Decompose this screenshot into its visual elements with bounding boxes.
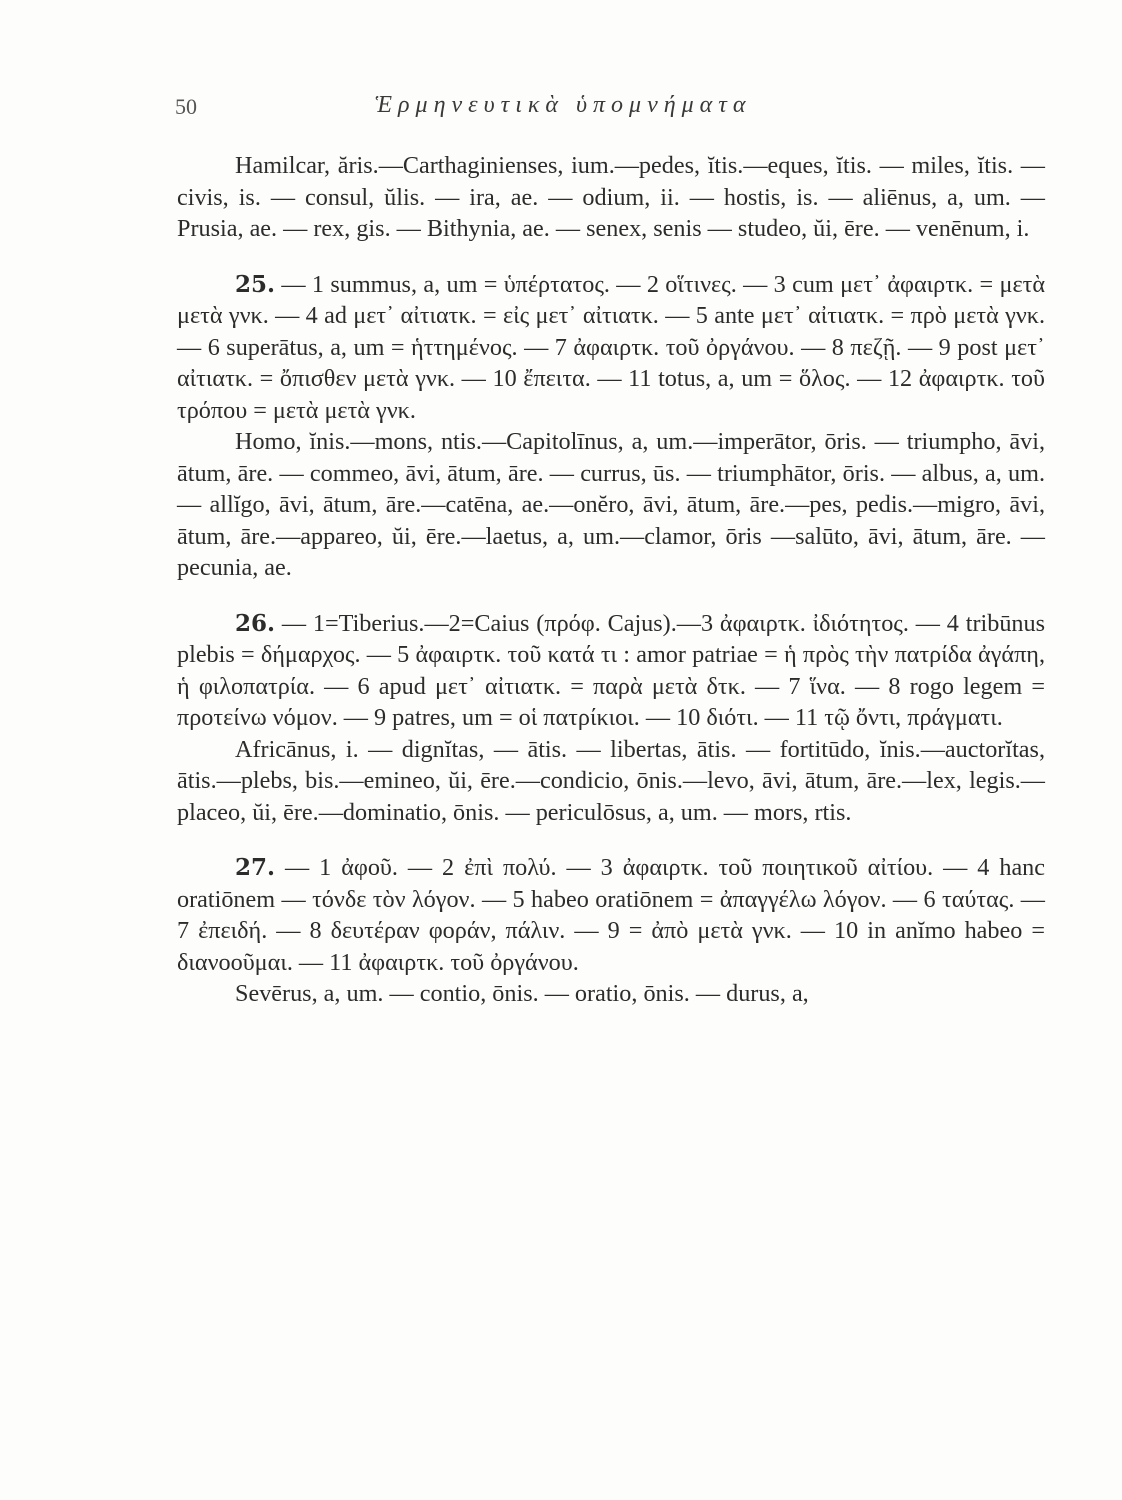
running-title: Ἑρμηνευτικὰ ὑπομνήματα [375,92,752,118]
page-number: 50 [175,94,197,119]
paragraph-text: Sevērus, a, um. — contio, ōnis. — oratio, ōnis. — durus, a, [235,980,809,1007]
vocab-paragraph-25 [177,426,1045,584]
running-head [175,90,1045,130]
section-number: 27. [235,854,276,881]
section-26 [177,608,1045,734]
section-27 [177,852,1045,978]
body-text [177,150,1045,1010]
section-number: 26. [235,609,276,637]
vocab-paragraph-24 [177,150,1045,245]
paragraph-text: Homo, ĭnis.—mons, ntis.—Capitolīnus, a, um.—imperātor, ōris. — triumpho, āvi, ātum, āre. — commeo, āvi, ātum, āre. — currus, ūs. — triumphātor, ōris. — albus, a, um. — allĭgo, āvi, ātum, āre.—catēna, ae.—onĕro, āvi, ātum, āre.—pes, pedis.—migro, āvi, ātum, āre.—appareo, ŭi, ēre.—laetus, a, um.—clamor, ōris —salūto, āvi, ātum, āre. — pecunia, ae. [177,428,1045,581]
paragraph-text: Hamilcar, ăris.—Carthaginienses, ium.—pedes, ĭtis.—eques, ĭtis. — miles, ĭtis. — civis, is. — consul, ŭlis. — ira, ae. — odium, ii. — hostis, is. — aliēnus, a, um. — Prusia, ae. — rex, gis. — Bithynia, ae. — senex, senis — studeo, ŭi, ēre. — venēnum, i. [177,152,1045,242]
section-text: — 1 ἀφοῦ. — 2 ἐπὶ πολύ. — 3 ἀφαιρτκ. τοῦ ποιητικοῦ αἰτίου. — 4 hanc oratiōnem — τόνδε τὸν λόγον. — 5 habeo oratiōnem = ἀπαγγέλω λόγον. — 6 ταύτας. — 7 ἐπειδή. — 8 δευτέραν φοράν, πάλιν. — 9 = ἀπὸ μετὰ γνκ. — 10 in anĭmo habeo = διανοοῦμαι. — 11 ἀφαιρτκ. τοῦ ὀργάνου. [177,854,1046,976]
section-25 [177,269,1045,427]
section-text: — 1=Tiberius.—2=Caius (πρόφ. Cajus).—3 ἀφαιρτκ. ἰδιότητος. — 4 tribūnus plebis = δήμαρχος. — 5 ἀφαιρτκ. τοῦ κατά τι : amor patriae = ἡ πρὸς τὴν πατρίδα ἀγάπη, ἡ φιλοπατρία. — 6 apud μετ᾽ αἰτιατκ. = παρὰ μετὰ δτκ. — 7 ἵνα. — 8 rogo legem = προτείνω νόμον. — 9 patres, um = οἱ πατρίκιοι. — 10 διότι. — 11 τῷ ὄντι, πράγματι. [177,609,1046,731]
section-number: 25. [235,270,276,298]
vocab-paragraph-27 [177,978,1045,1010]
section-text: — 1 summus, a, um = ὑπέρτατος. — 2 οἵτινες. — 3 cum μετ᾽ ἀφαιρτκ. = μετὰ μετὰ γνκ. — 4 ad μετ᾽ αἰτιατκ. = εἰς μετ᾽ αἰτιατκ. — 5 ante μετ᾽ αἰτιατκ. = πρὸ μετὰ γνκ. — 6 superātus, a, um = ἡττημένος. — 7 ἀφαιρτκ. τοῦ ὀργάνου. — 8 πεζῇ. — 9 post μετ᾽ αἰτιατκ. = ὄπισθεν μετὰ γνκ. — 10 ἔπειτα. — 11 totus, a, um = ὅλος. — 12 ἀφαιρτκ. τοῦ τρόπου = μετὰ μετὰ γνκ. [177,270,1045,424]
paragraph-text: Africānus, i. — dignĭtas, — ātis. — libertas, ātis. — fortitūdo, ĭnis.—auctorĭtas, ātis.—plebs, bis.—emineo, ŭi, ēre.—condicio, ōnis.—levo, āvi, ātum, āre.—lex, legis.—placeo, ŭi, ēre.—dominatio, ōnis. — periculōsus, a, um. — mors, rtis. [177,735,1045,826]
vocab-paragraph-26 [177,734,1045,829]
